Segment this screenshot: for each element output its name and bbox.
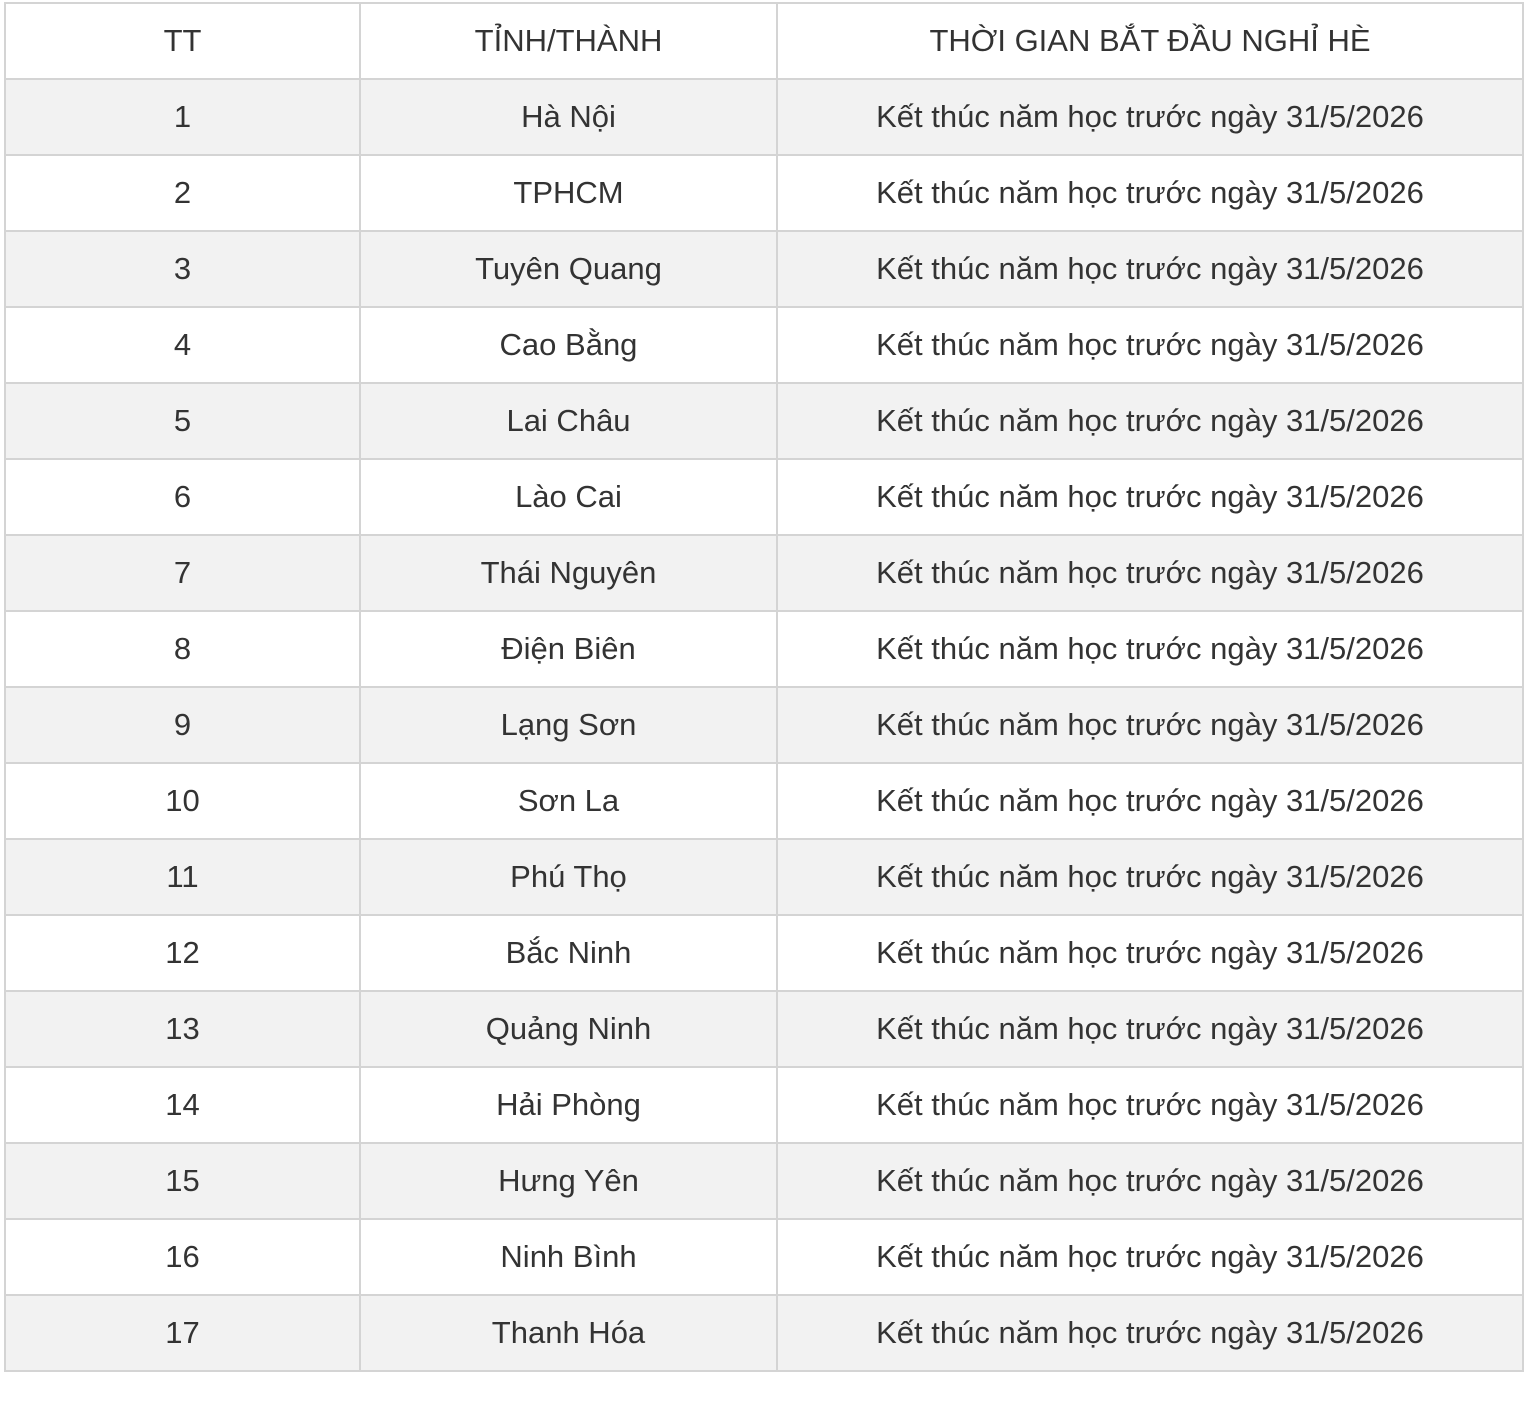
province-cell: Quảng Ninh [360, 991, 777, 1067]
row-number-cell: 17 [5, 1295, 360, 1371]
row-number-cell: 1 [5, 79, 360, 155]
row-number-cell: 13 [5, 991, 360, 1067]
row-number-cell: 11 [5, 839, 360, 915]
table-row [5, 611, 1523, 687]
province-cell: Phú Thọ [360, 839, 777, 915]
column-header-start-time: THỜI GIAN BẮT ĐẦU NGHỈ HÈ [777, 3, 1523, 79]
start-time-cell: Kết thúc năm học trước ngày 31/5/2026 [777, 1067, 1523, 1143]
row-number-cell: 16 [5, 1219, 360, 1295]
province-cell: Hà Nội [360, 79, 777, 155]
province-cell: Lạng Sơn [360, 687, 777, 763]
table-row [5, 535, 1523, 611]
province-cell: Tuyên Quang [360, 231, 777, 307]
start-time-cell: Kết thúc năm học trước ngày 31/5/2026 [777, 611, 1523, 687]
province-cell: Điện Biên [360, 611, 777, 687]
table-row [5, 915, 1523, 991]
province-cell: TPHCM [360, 155, 777, 231]
column-header-province: TỈNH/THÀNH [360, 3, 777, 79]
start-time-cell: Kết thúc năm học trước ngày 31/5/2026 [777, 687, 1523, 763]
start-time-cell: Kết thúc năm học trước ngày 31/5/2026 [777, 155, 1523, 231]
row-number-cell: 5 [5, 383, 360, 459]
table-row [5, 1067, 1523, 1143]
table-row [5, 687, 1523, 763]
province-cell: Ninh Bình [360, 1219, 777, 1295]
row-number-cell: 3 [5, 231, 360, 307]
start-time-cell: Kết thúc năm học trước ngày 31/5/2026 [777, 231, 1523, 307]
start-time-cell: Kết thúc năm học trước ngày 31/5/2026 [777, 915, 1523, 991]
start-time-cell: Kết thúc năm học trước ngày 31/5/2026 [777, 991, 1523, 1067]
row-number-cell: 2 [5, 155, 360, 231]
table-row [5, 839, 1523, 915]
summer-break-table [4, 2, 1524, 1372]
table-row [5, 231, 1523, 307]
table-header-row [5, 3, 1523, 79]
table-row [5, 79, 1523, 155]
table-row [5, 1219, 1523, 1295]
province-cell: Thanh Hóa [360, 1295, 777, 1371]
table-row [5, 1295, 1523, 1371]
table-row [5, 155, 1523, 231]
row-number-cell: 7 [5, 535, 360, 611]
start-time-cell: Kết thúc năm học trước ngày 31/5/2026 [777, 383, 1523, 459]
table-row [5, 307, 1523, 383]
column-header-tt: TT [5, 3, 360, 79]
start-time-cell: Kết thúc năm học trước ngày 31/5/2026 [777, 1295, 1523, 1371]
start-time-cell: Kết thúc năm học trước ngày 31/5/2026 [777, 839, 1523, 915]
table-row [5, 1143, 1523, 1219]
start-time-cell: Kết thúc năm học trước ngày 31/5/2026 [777, 307, 1523, 383]
row-number-cell: 6 [5, 459, 360, 535]
row-number-cell: 12 [5, 915, 360, 991]
summer-break-table-container [4, 2, 1522, 1372]
table-row [5, 763, 1523, 839]
start-time-cell: Kết thúc năm học trước ngày 31/5/2026 [777, 1219, 1523, 1295]
province-cell: Lai Châu [360, 383, 777, 459]
table-body [5, 79, 1523, 1371]
table-row [5, 459, 1523, 535]
start-time-cell: Kết thúc năm học trước ngày 31/5/2026 [777, 459, 1523, 535]
table-row [5, 991, 1523, 1067]
start-time-cell: Kết thúc năm học trước ngày 31/5/2026 [777, 1143, 1523, 1219]
province-cell: Hưng Yên [360, 1143, 777, 1219]
table-row [5, 383, 1523, 459]
row-number-cell: 14 [5, 1067, 360, 1143]
row-number-cell: 9 [5, 687, 360, 763]
province-cell: Lào Cai [360, 459, 777, 535]
province-cell: Bắc Ninh [360, 915, 777, 991]
start-time-cell: Kết thúc năm học trước ngày 31/5/2026 [777, 763, 1523, 839]
province-cell: Cao Bằng [360, 307, 777, 383]
row-number-cell: 10 [5, 763, 360, 839]
row-number-cell: 15 [5, 1143, 360, 1219]
province-cell: Thái Nguyên [360, 535, 777, 611]
start-time-cell: Kết thúc năm học trước ngày 31/5/2026 [777, 79, 1523, 155]
row-number-cell: 4 [5, 307, 360, 383]
start-time-cell: Kết thúc năm học trước ngày 31/5/2026 [777, 535, 1523, 611]
province-cell: Sơn La [360, 763, 777, 839]
province-cell: Hải Phòng [360, 1067, 777, 1143]
row-number-cell: 8 [5, 611, 360, 687]
